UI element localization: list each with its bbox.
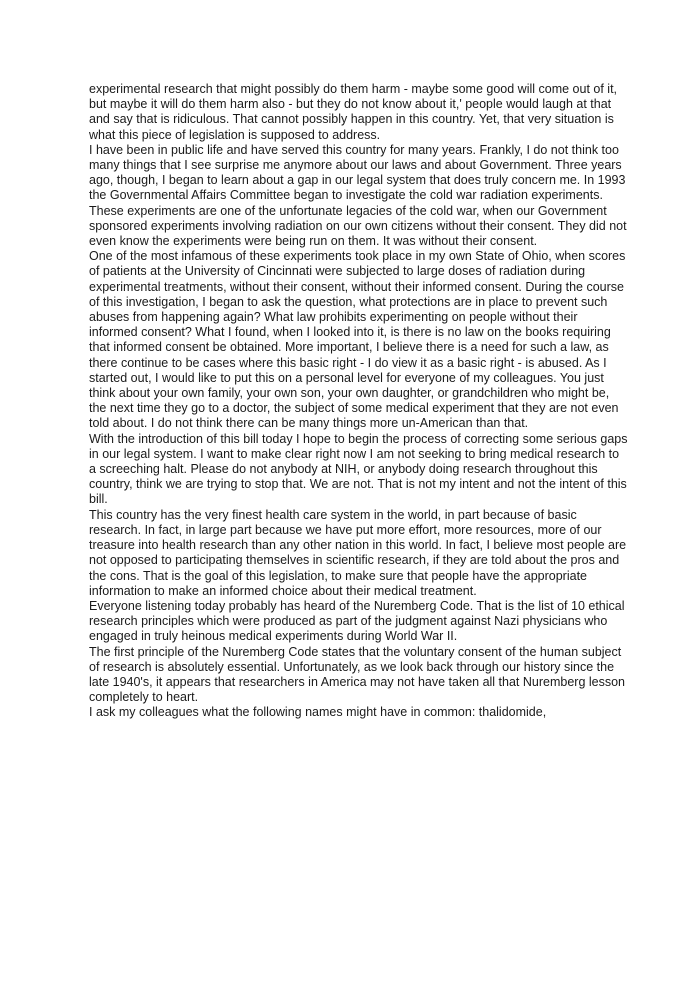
paragraph: I have been in public life and have served this country for many years. Frankly, I do not think too many things that I see surprise me anymore about our laws and about Government. Three years ago, though, I began to learn about a gap in our legal system that does truly concern me. In 1993 the Governmental Affairs Committee began to investigate the cold war radiation experiments. These experiments are one of the unfortunate legacies of the cold war, when our Government sponsored experiments involving radiation on our own citizens without their consent. They did not even know the experiments were being run on them. It was without their consent. [89,142,627,249]
paragraph: This country has the very finest health care system in the world, in part because of basic research. In fact, in large part because we have put more effort, more resources, more of our treasure into health research than any other nation in this world. In fact, I believe most people are not opposed to participating themselves in scientific research, if they are told about the pros and the cons. That is the goal of this legislation, to make sure that people have the appropriate information to make an informed choice about their medical treatment. [89,507,627,598]
paragraph: The first principle of the Nuremberg Code states that the voluntary consent of the human subject of research is absolutely essential. Unfortunately, as we look back through our history since the late 1940's, it appears that researchers in America may not have taken all that Nuremberg lesson completely to heart. [89,644,626,705]
paragraph: With the introduction of this bill today I hope to begin the process of correcting some serious gaps in our legal system. I want to make clear right now I am not seeking to bring medical research to a screeching halt. Please do not anybody at NIH, or anybody doing research throughout this country, think we are trying to stop that. We are not. That is not my intent and not the intent of this bill. [89,431,628,507]
paragraph: I ask my colleagues what the following names might have in common: thalidomide, [89,705,547,720]
paragraph: Everyone listening today probably has heard of the Nuremberg Code. That is the list of 10 ethical research principles which were produced as part of the judgment against Nazi physicians who engaged in truly heinous medical experiments during World War II. [89,598,625,644]
paragraph: One of the most infamous of these experiments took place in my own State of Ohio, when scores of patients at the University of Cincinnati were subjected to large doses of radiation during experimental treatments, without their consent, without their informed consent. During the course of this investigation, I began to ask the question, what protections are in place to prevent such abuses from happening again? What law prohibits experimenting on people without their informed consent? What I found, when I looked into it, is there is no law on the books requiring that informed consent be obtained. More important, I believe there is a need for such a law, as there continue to be cases where this basic right - I do view it as a basic right - is abused. As I started out, I would like to put this on a personal level for everyone of my colleagues. You just think about your own family, your own son, your own daughter, or grandchildren who might be, the next time they go to a doctor, the subject of some medical experiment that they are not even told about. I do not think there can be many things more un-American than that. [89,249,626,431]
paragraph: experimental research that might possibly do them harm - maybe some good will come out of it, but maybe it will do them harm also - but they do not know about it,' people would laugh at that and say that is ridiculous. That cannot possibly happen in this country. Yet, that very situation is what this piece of legislation is supposed to address. [89,82,618,142]
document-body [89,82,629,721]
